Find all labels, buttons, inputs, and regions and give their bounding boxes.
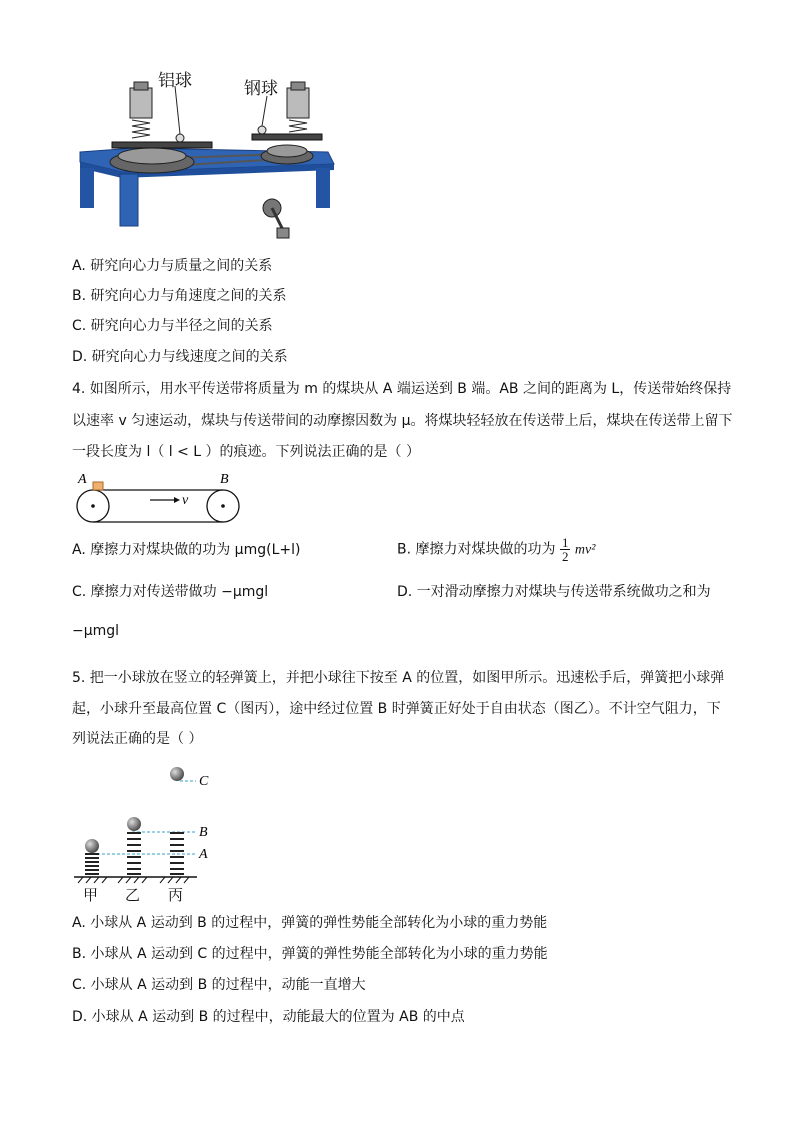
q5-option-d: D. 小球从 A 运动到 B 的过程中，动能最大的位置为 AB 的中点 xyxy=(72,1009,465,1025)
q4-option-b-tail: mv² xyxy=(574,542,596,558)
conveyor-label-a: A xyxy=(78,472,87,487)
q3-option-b: B. 研究向心力与角速度之间的关系 xyxy=(72,288,287,304)
q4-option-a: A. 摩擦力对煤块做的功为 μmg(L+l) xyxy=(72,542,301,558)
q5-stem-line2: 起，小球升至最高位置 C（图丙），途中经过位置 B 时弹簧正好处于自由状态（图乙）。不计空气阻力，下 xyxy=(72,701,721,717)
spring-label-yi: 乙 xyxy=(125,886,141,904)
q4-option-d: D. 一对滑动摩擦力对煤块与传送带系统做功之和为 xyxy=(397,584,711,600)
q5-option-c: C. 小球从 A 运动到 B 的过程中，动能一直增大 xyxy=(72,977,366,993)
q3-option-c: C. 研究向心力与半径之间的关系 xyxy=(72,318,273,334)
conveyor-label-v: v xyxy=(182,493,189,508)
q4-option-c: C. 摩擦力对传送带做功 −μmgl xyxy=(72,584,269,600)
spring-label-a: A xyxy=(199,847,208,862)
q5-stem-line1: 5. 把一小球放在竖立的轻弹簧上，并把小球往下按至 A 的位置，如图甲所示。迅速松手后，弹簧把小球弹 xyxy=(72,670,725,686)
spring-ball-figure xyxy=(72,762,222,904)
spring-label-b: B xyxy=(199,825,208,840)
fraction-numerator: 1 xyxy=(561,535,569,550)
coal-block xyxy=(93,482,103,490)
q3-option-a: A. 研究向心力与质量之间的关系 xyxy=(72,258,273,274)
q5-option-a: A. 小球从 A 运动到 B 的过程中，弹簧的弹性势能全部转化为小球的重力势能 xyxy=(72,915,548,931)
spring-label-c: C xyxy=(199,774,209,789)
q4-option-b-fraction xyxy=(560,536,571,563)
centripetal-apparatus-figure xyxy=(72,64,342,242)
q4-option-b xyxy=(397,536,595,563)
q4-option-b-text: B. 摩擦力对煤块做的功为 xyxy=(397,541,556,558)
spring-label-bing: 丙 xyxy=(168,886,184,904)
q4-stem-line1: 4. 如图所示，用水平传送带将质量为 m 的煤块从 A 端运送到 B 端。AB 之间的距离为 L，传送带始终保持 xyxy=(72,381,732,397)
label-aluminum-ball: 铝球 xyxy=(158,71,192,91)
fraction-denominator: 2 xyxy=(561,549,569,564)
label-steel-ball: 钢球 xyxy=(244,79,278,99)
q3-option-d: D. 研究向心力与线速度之间的关系 xyxy=(72,349,288,365)
conveyor-belt-figure xyxy=(72,470,252,526)
q4-option-d-continued: −μmgl xyxy=(72,623,120,639)
q4-stem-line3: 一段长度为 l（ l < L ）的痕迹。下列说法正确的是（ ） xyxy=(72,444,421,460)
spring-label-jia: 甲 xyxy=(83,886,99,904)
q5-option-b: B. 小球从 A 运动到 C 的过程中，弹簧的弹性势能全部转化为小球的重力势能 xyxy=(72,946,548,962)
q5-stem-line3: 列说法正确的是（ ） xyxy=(72,731,203,747)
q4-stem-line2: 以速率 v 匀速运动，煤块与传送带间的动摩擦因数为 μ。将煤块轻轻放在传送带上后，煤块在传送带上留下 xyxy=(72,413,733,429)
conveyor-label-b: B xyxy=(220,472,229,487)
